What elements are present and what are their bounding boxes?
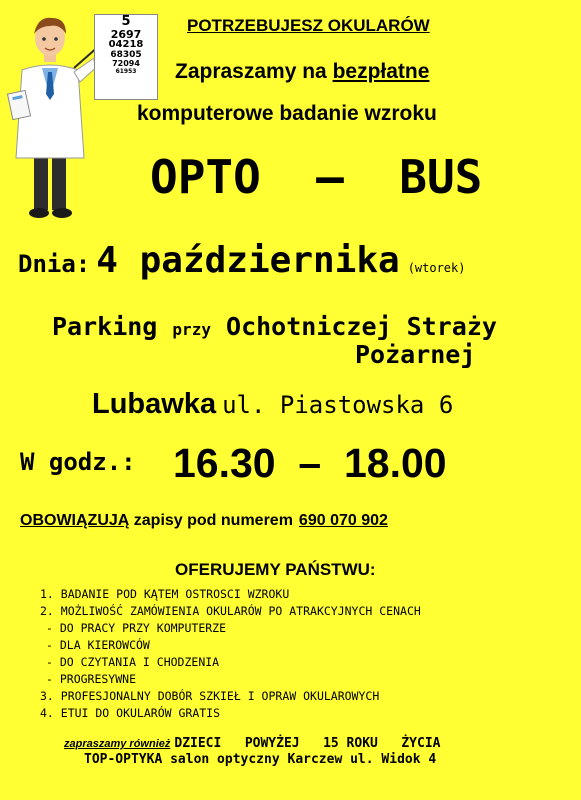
headline-invitation [175,60,429,84]
date-row [18,240,465,281]
list-item: - PROGRESYWNE [46,672,137,686]
eye-chart-row: 61953 [115,67,137,75]
headline-free-word: bezpłatne [332,60,430,83]
list-item: - DO PRACY PRZY KOMPUTERZE [46,621,227,635]
offer-list [40,586,421,722]
hours-row [20,440,447,486]
eye-chart-row: 2697 [110,27,142,41]
list-item: - DLA KIEROWCÓW [46,638,150,652]
address-row [92,388,453,421]
address-street: ul. Piastowska 6 [222,391,454,419]
registration-line [20,512,388,530]
eye-chart-row: 04218 [108,39,144,51]
eye-chart-row: 68305 [110,49,142,60]
offer-heading: OFERUJEMY PAŃSTWU: [175,560,376,579]
location-line-1 [52,312,497,341]
registration-required: OBOWIĄZUJĄ [20,512,130,529]
registration-text: zapisy pod numerem [129,512,293,529]
footer-salon: TOP-OPTYKA salon optyczny Karczew ul. Widok 4 [84,752,437,767]
location-line-2: Pożarnej [355,340,476,369]
date-value: 4 października [96,240,400,281]
date-weekday: (wtorek) [407,261,466,275]
headline-exam: komputerowe badanie wzroku [137,102,437,125]
location-parking: Parking [52,312,158,341]
address-city: Lubawka [92,388,217,420]
eye-chart [94,14,158,100]
footer-invite-line [64,734,440,752]
headline-invitation-prefix: Zapraszamy na [175,60,333,83]
footer-children: DZIECI POWYŻEJ 15 ROKU ŻYCIA [174,736,441,751]
date-label: Dnia: [18,250,91,278]
event-title: OPTO – BUS [150,150,483,204]
list-item: 1. BADANIE POD KĄTEM OSTROSCI WZROKU [40,587,290,601]
eye-chart-row: 72094 [112,59,140,69]
hours-value: 16.30 – 18.00 [173,440,447,486]
list-item: 4. ETUI DO OKULARÓW GRATIS [40,706,221,720]
location-fire-station: Ochotniczej Straży [226,312,497,341]
phone-number[interactable]: 690 070 902 [298,512,388,529]
headline-need-glasses: POTRZEBUJESZ OKULARÓW [187,16,430,35]
eye-chart-row: 5 [121,14,131,29]
hours-label: W godz.: [20,448,136,476]
list-item: - DO CZYTANIA I CHODZENIA [46,655,220,669]
list-item: 3. PROFESJONALNY DOBÓR SZKIEŁ I OPRAW OKULAROWYCH [40,689,380,703]
location-near: przy [172,320,211,339]
list-item: 2. MOŻLIWOŚĆ ZAMÓWIENIA OKULARÓW PO ATRAKCYJNYCH CENACH [40,604,421,618]
footer-invite: zapraszamy również [64,738,171,750]
